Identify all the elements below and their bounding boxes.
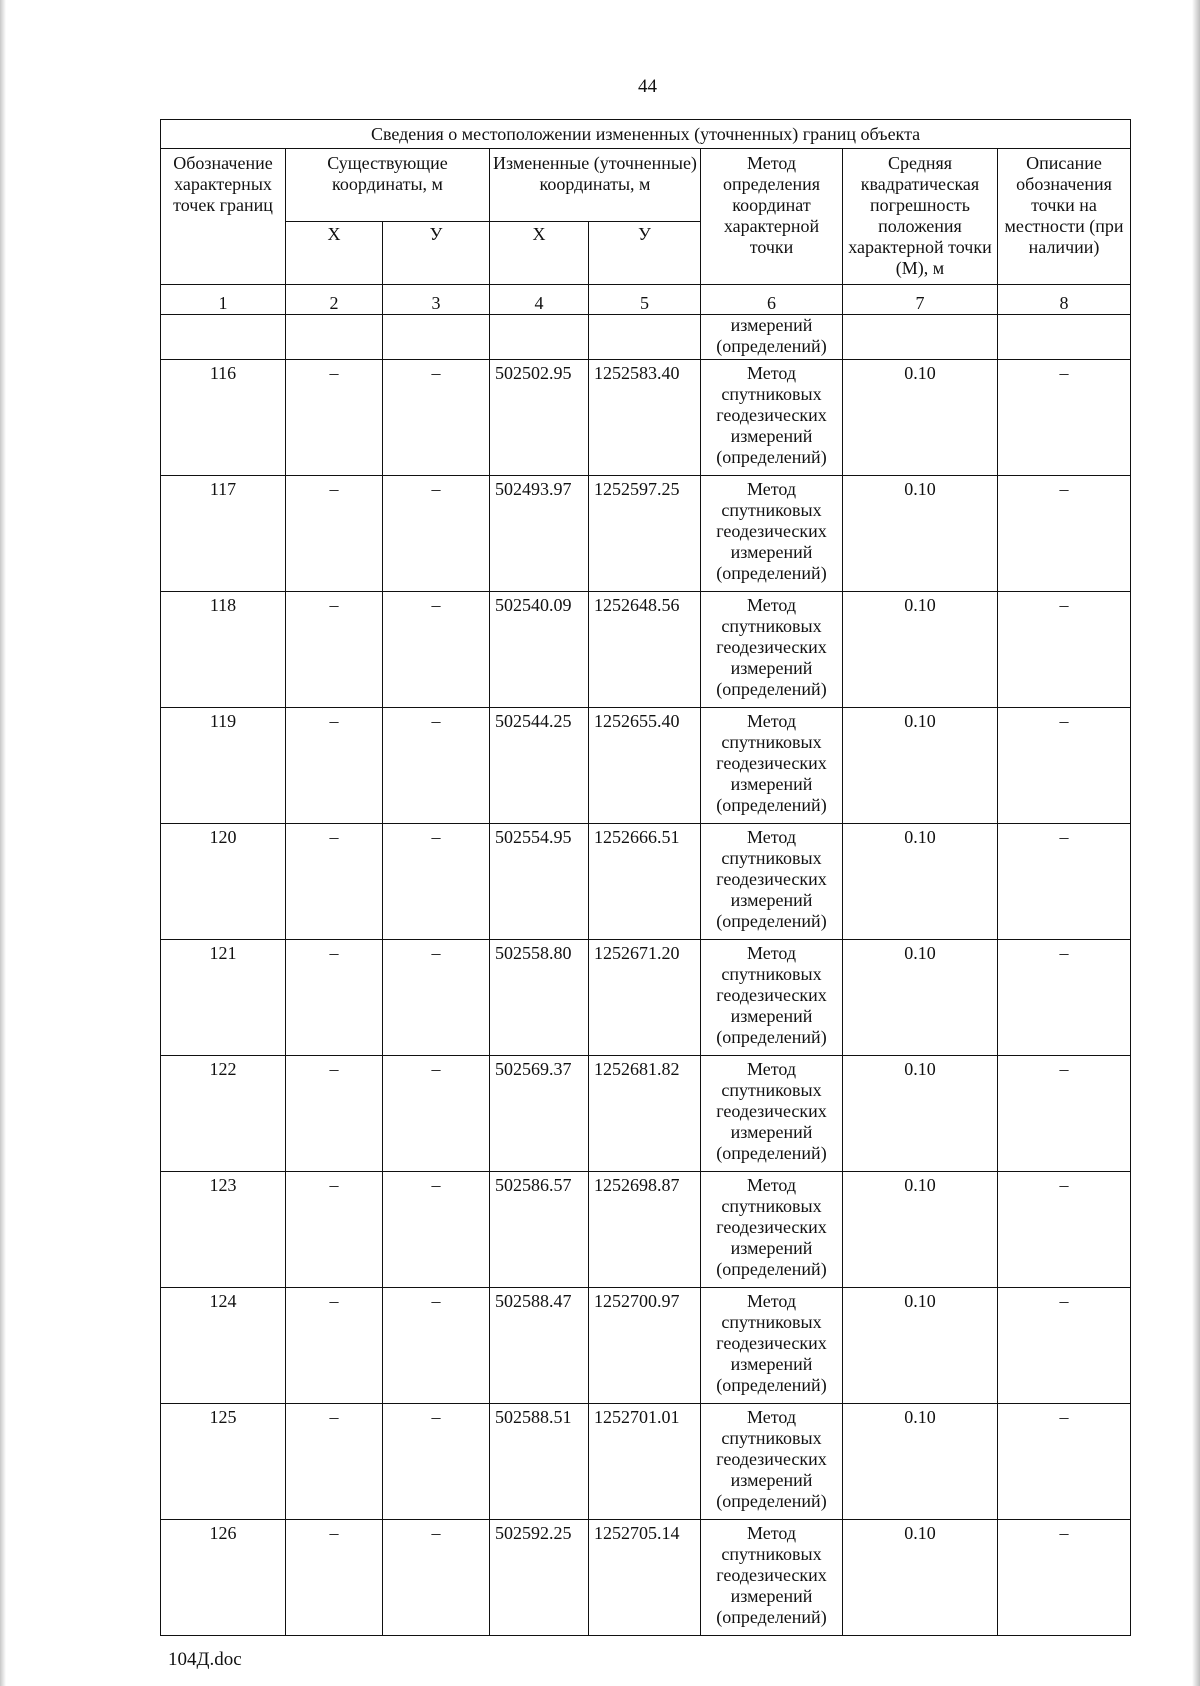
changed-x-cell: 502544.25 bbox=[490, 708, 589, 824]
header-point-description: Описание обозначения точки на местности (при наличии) bbox=[998, 149, 1131, 285]
mean-square-error-cell: 0.10 bbox=[843, 1056, 998, 1172]
method-cell: Метод спутниковых геодезических измерений (определений) bbox=[701, 940, 843, 1056]
changed-y-cell: 1252648.56 bbox=[589, 592, 701, 708]
table-row bbox=[161, 1520, 1131, 1636]
existing-x-cell: – bbox=[286, 708, 383, 824]
existing-y-cell: – bbox=[383, 1056, 490, 1172]
point-description-cell: – bbox=[998, 1288, 1131, 1404]
method-cell: Метод спутниковых геодезических измерений (определений) bbox=[701, 1056, 843, 1172]
mean-square-error-cell: 0.10 bbox=[843, 1288, 998, 1404]
changed-y-cell: 1252671.20 bbox=[589, 940, 701, 1056]
table-title: Сведения о местоположении измененных (уточненных) границ объекта bbox=[161, 120, 1131, 149]
column-number: 2 bbox=[286, 285, 383, 315]
empty-cell bbox=[843, 315, 998, 360]
point-designation-cell: 118 bbox=[161, 592, 286, 708]
point-designation-cell: 126 bbox=[161, 1520, 286, 1636]
mean-square-error-cell: 0.10 bbox=[843, 476, 998, 592]
existing-y-cell: – bbox=[383, 1172, 490, 1288]
existing-y-cell: – bbox=[383, 476, 490, 592]
table-row bbox=[161, 476, 1131, 592]
carry-over-method-text: измерений (определений) bbox=[701, 315, 843, 360]
column-number-row bbox=[161, 285, 1131, 315]
footer-filename: 104Д.doc bbox=[168, 1649, 242, 1670]
existing-y-cell: – bbox=[383, 1288, 490, 1404]
mean-square-error-cell: 0.10 bbox=[843, 1172, 998, 1288]
point-designation-cell: 119 bbox=[161, 708, 286, 824]
table-row bbox=[161, 708, 1131, 824]
method-cell: Метод спутниковых геодезических измерений (определений) bbox=[701, 360, 843, 476]
point-designation-cell: 120 bbox=[161, 824, 286, 940]
point-designation-cell: 117 bbox=[161, 476, 286, 592]
changed-x-cell: 502493.97 bbox=[490, 476, 589, 592]
empty-cell bbox=[161, 315, 286, 360]
point-description-cell: – bbox=[998, 476, 1131, 592]
table-row bbox=[161, 360, 1131, 476]
header-changed-y: У bbox=[589, 222, 701, 285]
changed-x-cell: 502554.95 bbox=[490, 824, 589, 940]
changed-x-cell: 502588.51 bbox=[490, 1404, 589, 1520]
empty-cell bbox=[286, 315, 383, 360]
header-method: Метод определения координат характерной точки bbox=[701, 149, 843, 285]
changed-x-cell: 502586.57 bbox=[490, 1172, 589, 1288]
table-row bbox=[161, 1288, 1131, 1404]
header-point-designation: Обозначение характерных точек границ bbox=[161, 149, 286, 285]
header-changed-x: Х bbox=[490, 222, 589, 285]
mean-square-error-cell: 0.10 bbox=[843, 708, 998, 824]
changed-x-cell: 502502.95 bbox=[490, 360, 589, 476]
changed-x-cell: 502569.37 bbox=[490, 1056, 589, 1172]
table-row bbox=[161, 940, 1131, 1056]
carry-over-row bbox=[161, 315, 1131, 360]
column-number: 7 bbox=[843, 285, 998, 315]
header-existing-y: У bbox=[383, 222, 490, 285]
existing-y-cell: – bbox=[383, 1404, 490, 1520]
changed-y-cell: 1252681.82 bbox=[589, 1056, 701, 1172]
empty-cell bbox=[589, 315, 701, 360]
existing-x-cell: – bbox=[286, 592, 383, 708]
point-description-cell: – bbox=[998, 824, 1131, 940]
existing-y-cell: – bbox=[383, 592, 490, 708]
method-cell: Метод спутниковых геодезических измерений (определений) bbox=[701, 1404, 843, 1520]
point-description-cell: – bbox=[998, 1056, 1131, 1172]
changed-y-cell: 1252705.14 bbox=[589, 1520, 701, 1636]
point-designation-cell: 125 bbox=[161, 1404, 286, 1520]
changed-y-cell: 1252700.97 bbox=[589, 1288, 701, 1404]
page-number: 44 bbox=[638, 76, 657, 97]
existing-x-cell: – bbox=[286, 1288, 383, 1404]
point-description-cell: – bbox=[998, 1404, 1131, 1520]
existing-y-cell: – bbox=[383, 940, 490, 1056]
changed-x-cell: 502592.25 bbox=[490, 1520, 589, 1636]
existing-y-cell: – bbox=[383, 360, 490, 476]
point-description-cell: – bbox=[998, 1520, 1131, 1636]
changed-y-cell: 1252701.01 bbox=[589, 1404, 701, 1520]
point-description-cell: – bbox=[998, 1172, 1131, 1288]
mean-square-error-cell: 0.10 bbox=[843, 824, 998, 940]
point-designation-cell: 116 bbox=[161, 360, 286, 476]
point-designation-cell: 122 bbox=[161, 1056, 286, 1172]
point-designation-cell: 121 bbox=[161, 940, 286, 1056]
method-cell: Метод спутниковых геодезических измерений (определений) bbox=[701, 1288, 843, 1404]
empty-cell bbox=[998, 315, 1131, 360]
changed-y-cell: 1252666.51 bbox=[589, 824, 701, 940]
changed-y-cell: 1252698.87 bbox=[589, 1172, 701, 1288]
table-row bbox=[161, 1056, 1131, 1172]
method-cell: Метод спутниковых геодезических измерений (определений) bbox=[701, 824, 843, 940]
table-row bbox=[161, 592, 1131, 708]
column-number: 8 bbox=[998, 285, 1131, 315]
changed-x-cell: 502558.80 bbox=[490, 940, 589, 1056]
changed-x-cell: 502540.09 bbox=[490, 592, 589, 708]
mean-square-error-cell: 0.10 bbox=[843, 1404, 998, 1520]
mean-square-error-cell: 0.10 bbox=[843, 1520, 998, 1636]
changed-x-cell: 502588.47 bbox=[490, 1288, 589, 1404]
point-description-cell: – bbox=[998, 708, 1131, 824]
mean-square-error-cell: 0.10 bbox=[843, 592, 998, 708]
existing-x-cell: – bbox=[286, 940, 383, 1056]
column-number: 1 bbox=[161, 285, 286, 315]
point-designation-cell: 124 bbox=[161, 1288, 286, 1404]
changed-y-cell: 1252583.40 bbox=[589, 360, 701, 476]
existing-x-cell: – bbox=[286, 1056, 383, 1172]
method-cell: Метод спутниковых геодезических измерений (определений) bbox=[701, 708, 843, 824]
header-changed-coordinates: Измененные (уточненные) координаты, м bbox=[490, 149, 701, 222]
point-description-cell: – bbox=[998, 360, 1131, 476]
existing-y-cell: – bbox=[383, 1520, 490, 1636]
changed-y-cell: 1252597.25 bbox=[589, 476, 701, 592]
column-number: 4 bbox=[490, 285, 589, 315]
empty-cell bbox=[383, 315, 490, 360]
changed-y-cell: 1252655.40 bbox=[589, 708, 701, 824]
existing-x-cell: – bbox=[286, 360, 383, 476]
boundary-points-table bbox=[160, 119, 1131, 1636]
existing-x-cell: – bbox=[286, 1520, 383, 1636]
existing-x-cell: – bbox=[286, 1404, 383, 1520]
scan-edge-right bbox=[1192, 0, 1200, 1686]
point-description-cell: – bbox=[998, 592, 1131, 708]
method-cell: Метод спутниковых геодезических измерений (определений) bbox=[701, 476, 843, 592]
existing-x-cell: – bbox=[286, 476, 383, 592]
table-row bbox=[161, 1172, 1131, 1288]
existing-x-cell: – bbox=[286, 1172, 383, 1288]
mean-square-error-cell: 0.10 bbox=[843, 360, 998, 476]
header-existing-x: Х bbox=[286, 222, 383, 285]
header-existing-coordinates: Существующие координаты, м bbox=[286, 149, 490, 222]
scan-edge-left bbox=[0, 0, 6, 1686]
method-cell: Метод спутниковых геодезических измерений (определений) bbox=[701, 1172, 843, 1288]
method-cell: Метод спутниковых геодезических измерений (определений) bbox=[701, 592, 843, 708]
point-designation-cell: 123 bbox=[161, 1172, 286, 1288]
column-number: 3 bbox=[383, 285, 490, 315]
table-row bbox=[161, 824, 1131, 940]
empty-cell bbox=[490, 315, 589, 360]
table-row bbox=[161, 1404, 1131, 1520]
column-number: 6 bbox=[701, 285, 843, 315]
mean-square-error-cell: 0.10 bbox=[843, 940, 998, 1056]
point-description-cell: – bbox=[998, 940, 1131, 1056]
header-mean-square-error: Средняя квадратическая погрешность положения характерной точки (М), м bbox=[843, 149, 998, 285]
column-number: 5 bbox=[589, 285, 701, 315]
method-cell: Метод спутниковых геодезических измерений (определений) bbox=[701, 1520, 843, 1636]
existing-y-cell: – bbox=[383, 708, 490, 824]
existing-y-cell: – bbox=[383, 824, 490, 940]
existing-x-cell: – bbox=[286, 824, 383, 940]
